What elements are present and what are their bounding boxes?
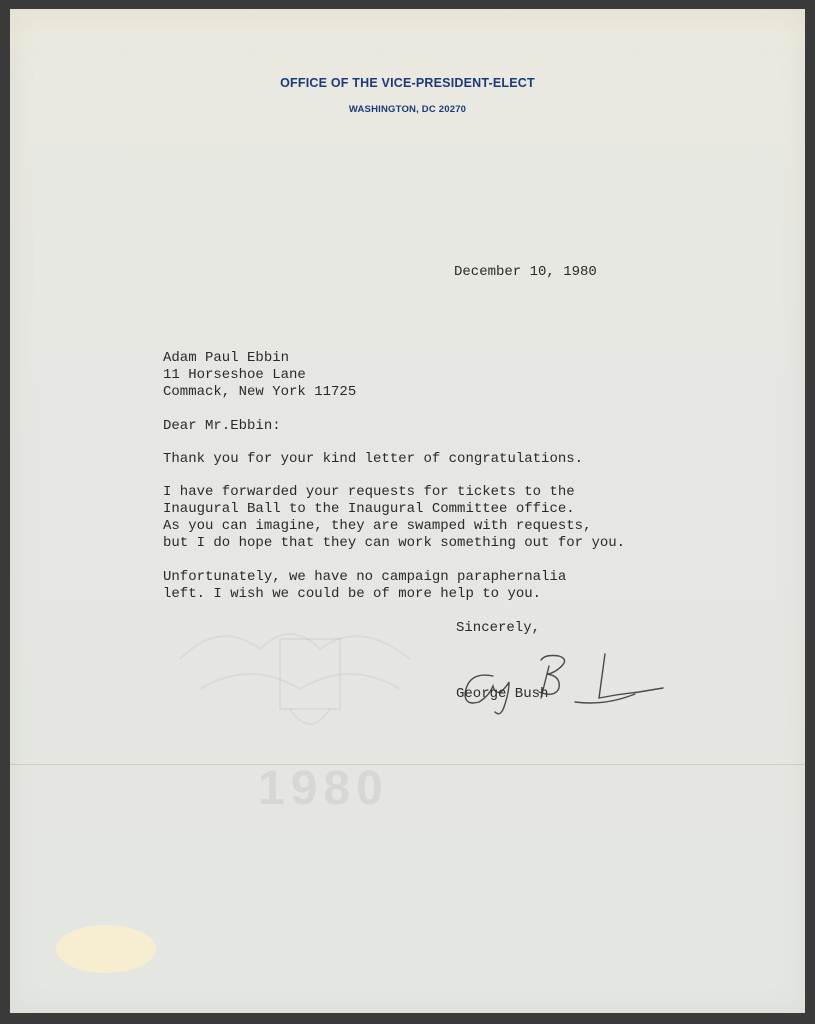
paragraph-3-line-2: left. I wish we could be of more help to you.: [163, 586, 542, 602]
recipient-street: 11 Horseshoe Lane: [163, 367, 306, 383]
recipient-city: Commack, New York 11725: [163, 384, 357, 400]
paragraph-2-line-2: Inaugural Ball to the Inaugural Committee office.: [163, 501, 575, 517]
fold-line: [10, 764, 805, 765]
oval-sticker: [56, 925, 156, 973]
recipient-name: Adam Paul Ebbin: [163, 350, 290, 366]
letter-page: [10, 9, 805, 1013]
paragraph-2-line-1: I have forwarded your requests for tickets to the: [163, 484, 575, 500]
letterhead-title: OFFICE OF THE VICE-PRESIDENT-ELECT: [280, 76, 535, 90]
faint-seal-watermark: [160, 599, 460, 759]
paragraph-1-line-1: Thank you for your kind letter of congratulations.: [163, 451, 584, 467]
paragraph-2-line-3: As you can imagine, they are swamped with requests,: [163, 518, 592, 534]
letter-date: December 10, 1980: [454, 264, 597, 280]
closing: Sincerely,: [456, 620, 541, 636]
paragraph-3-line-1: Unfortunately, we have no campaign paraphernalia: [163, 569, 567, 585]
letterhead-address: WASHINGTON, DC 20270: [348, 104, 467, 115]
signer-name: George Bush: [456, 686, 549, 702]
salutation: Dear Mr.Ebbin:: [163, 418, 281, 434]
paragraph-2-line-4: but I do hope that they can work something out for you.: [163, 535, 626, 551]
watermark-year: 1980: [258, 762, 389, 815]
